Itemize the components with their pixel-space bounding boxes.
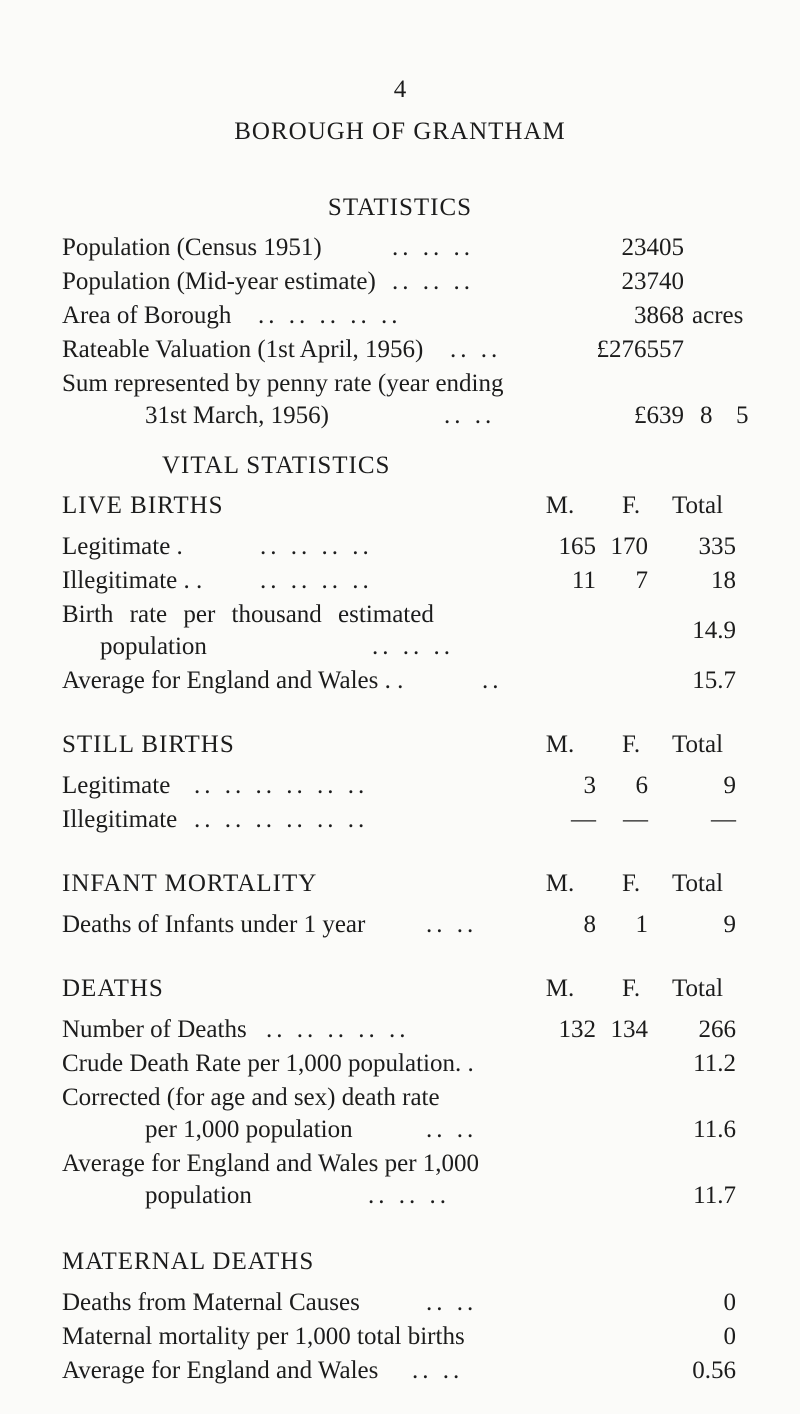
stat-area-unit: acres (692, 302, 744, 329)
crude-death-rate-value: 11.2 (693, 1050, 736, 1077)
stat-population-census-label: Population (Census 1951) (62, 234, 322, 261)
stat-rateable-label: Rateable Valuation (1st April, 1956) (62, 336, 424, 363)
crude-death-rate-label: Crude Death Rate per 1,000 population. . (62, 1050, 474, 1077)
stat-penny-rate-line1: Sum represented by penny rate (year ending (62, 370, 504, 397)
live-illegit-dots: .. .. .. .. (260, 567, 373, 594)
stat-area-value: 3868 (634, 302, 684, 329)
corrected-death-rate-dots: .. .. (426, 1116, 478, 1143)
live-legit-f: 170 (610, 533, 648, 560)
still-births-col-total: Total (672, 731, 724, 758)
stat-penny-rate-pence: 5 (736, 402, 749, 429)
stat-population-midyear-value: 23740 (621, 268, 684, 295)
stat-population-census-value: 23405 (621, 234, 684, 261)
stat-population-midyear-dots: .. .. .. (392, 268, 474, 295)
deaths-number-label: Number of Deaths (62, 1016, 247, 1043)
deaths-number-dots: .. .. .. .. .. (266, 1016, 410, 1043)
birth-average-dots: .. (482, 667, 503, 694)
maternal-mortality-value: 0 (723, 1323, 736, 1350)
stat-area-dots: .. .. .. .. .. (258, 302, 402, 329)
still-legit-dots: .. .. .. .. .. .. (194, 772, 369, 799)
death-average-line1: Average for England and Wales per 1,000 (62, 1150, 480, 1177)
birth-rate-value: 14.9 (692, 617, 736, 644)
deaths-heading: DEATHS (62, 975, 164, 1002)
still-legit-f: 6 (635, 772, 648, 799)
death-average-dots: .. .. .. (368, 1182, 450, 1209)
live-legit-label: Legitimate . (62, 533, 183, 560)
vital-heading: VITAL STATISTICS (162, 452, 391, 479)
birth-rate-line1: Birth rate per thousand estimated (62, 601, 434, 628)
corrected-death-rate-line2: per 1,000 population (145, 1116, 353, 1143)
live-births-col-f: F. (622, 492, 641, 519)
infant-deaths-m: 8 (583, 911, 596, 938)
infant-deaths-label: Deaths of Infants under 1 year (62, 911, 366, 938)
still-illegit-f: — (623, 806, 648, 833)
live-illegit-total: 18 (711, 567, 736, 594)
still-illegit-total: — (711, 806, 736, 833)
maternal-heading: MATERNAL DEATHS (62, 1248, 315, 1275)
maternal-causes-dots: .. .. (426, 1289, 478, 1316)
maternal-mortality-label: Maternal mortality per 1,000 total births (62, 1323, 465, 1350)
still-legit-total: 9 (723, 772, 736, 799)
stat-rateable-value: £276557 (596, 336, 684, 363)
live-illegit-f: 7 (635, 567, 648, 594)
death-average-line2: population (145, 1182, 252, 1209)
corrected-death-rate-line1: Corrected (for age and sex) death rate (62, 1084, 440, 1111)
live-illegit-label: Illegitimate . . (62, 567, 203, 594)
live-legit-total: 335 (698, 533, 736, 560)
live-births-col-total: Total (672, 492, 724, 519)
still-legit-m: 3 (583, 772, 596, 799)
birth-average-label: Average for England and Wales . . (62, 667, 404, 694)
live-legit-m: 165 (558, 533, 596, 560)
maternal-causes-value: 0 (723, 1289, 736, 1316)
deaths-col-total: Total (672, 975, 724, 1002)
infant-deaths-total: 9 (723, 911, 736, 938)
stat-penny-rate-pounds: £639 (634, 402, 684, 429)
infant-deaths-dots: .. .. (426, 911, 478, 938)
deaths-col-f: F. (622, 975, 641, 1002)
stat-population-census-dots: .. .. .. (392, 234, 474, 261)
stat-area-label: Area of Borough (62, 302, 232, 329)
maternal-average-label: Average for England and Wales (62, 1357, 379, 1384)
birth-average-value: 15.7 (692, 667, 736, 694)
still-illegit-m: — (571, 806, 596, 833)
infant-col-total: Total (672, 870, 724, 897)
still-births-col-m: M. (545, 731, 575, 758)
birth-rate-dots: .. .. .. (372, 633, 454, 660)
still-illegit-dots: .. .. .. .. .. .. (194, 806, 369, 833)
deaths-number-f: 134 (610, 1016, 648, 1043)
stat-population-midyear-label: Population (Mid-year estimate) (62, 268, 376, 295)
stat-penny-rate-line2: 31st March, 1956) (145, 402, 329, 429)
maternal-average-value: 0.56 (692, 1357, 736, 1384)
page-number: 4 (393, 76, 407, 103)
death-average-value: 11.7 (693, 1182, 736, 1209)
stat-penny-rate-dots: .. .. (444, 402, 496, 429)
statistics-heading: STATISTICS (327, 194, 473, 221)
page-title: BOROUGH OF GRANTHAM (234, 118, 566, 145)
live-births-heading: LIVE BIRTHS (62, 492, 224, 519)
deaths-number-total: 266 (698, 1016, 736, 1043)
stat-penny-rate-shillings: 8 (700, 402, 713, 429)
corrected-death-rate-value: 11.6 (693, 1116, 736, 1143)
maternal-causes-label: Deaths from Maternal Causes (62, 1289, 360, 1316)
infant-deaths-f: 1 (635, 911, 648, 938)
still-illegit-label: Illegitimate (62, 806, 178, 833)
maternal-average-dots: .. .. (412, 1357, 464, 1384)
live-legit-dots: .. .. .. .. (260, 533, 373, 560)
infant-heading: INFANT MORTALITY (62, 870, 318, 897)
deaths-number-m: 132 (558, 1016, 596, 1043)
birth-rate-line2: population (100, 633, 207, 660)
deaths-col-m: M. (545, 975, 575, 1002)
stat-rateable-dots: .. .. (450, 336, 502, 363)
still-births-heading: STILL BIRTHS (62, 731, 235, 758)
infant-col-m: M. (545, 870, 575, 897)
still-legit-label: Legitimate (62, 772, 171, 799)
live-illegit-m: 11 (571, 567, 596, 594)
live-births-col-m: M. (545, 492, 575, 519)
infant-col-f: F. (622, 870, 641, 897)
still-births-col-f: F. (622, 731, 641, 758)
